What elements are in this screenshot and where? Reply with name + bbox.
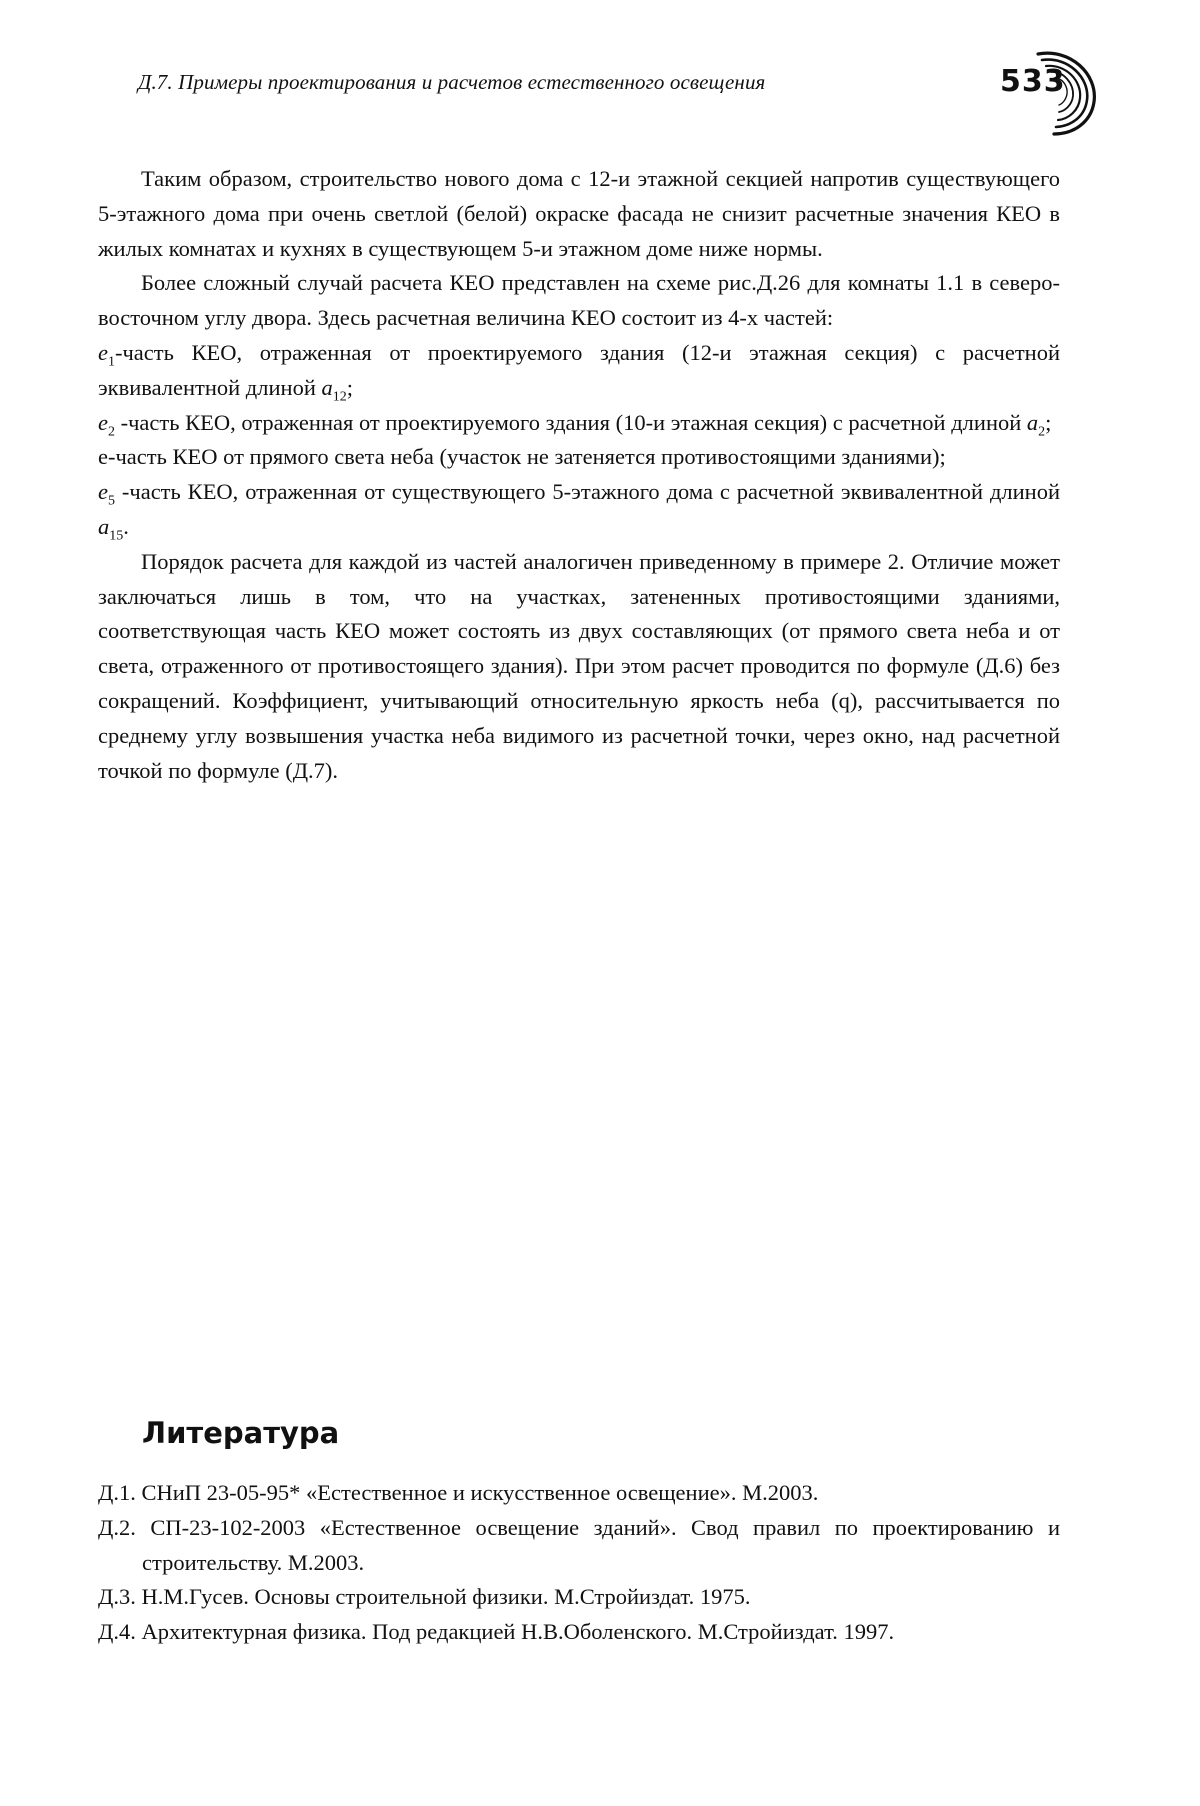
reference-list xyxy=(98,1476,1060,1650)
symbol: a xyxy=(321,374,333,400)
list-item xyxy=(98,336,1060,406)
subscript: 2 xyxy=(1038,424,1046,440)
reference-item: Д.2. СП-23-102-2003 «Естественное освещение зданий». Свод правил по проектированию и строительству. М.2003. xyxy=(98,1514,1060,1575)
paragraph: Таким образом, строительство нового дома с 12-и этажной секцией напротив существующего 5-этажного дома при очень светлой (белой) окраске фасада не снизит расчетные значения КЕО в жилых комнатах и кухнях в существующем 5-и этажном доме ниже нормы. xyxy=(98,166,1060,261)
item-end: ; xyxy=(346,374,353,400)
symbol: e xyxy=(98,409,108,435)
literature-heading: Литература xyxy=(142,1416,340,1450)
item-text: -часть КЕО, отраженная от проектируемого здания (12-и этажная секция) с расчетной эквивалентной длиной xyxy=(98,339,1060,400)
subscript: 2 xyxy=(108,424,115,440)
reference-item: Д.1. СНиП 23-05-95* «Естественное и искусственное освещение». М.2003. xyxy=(98,1480,819,1505)
subscript: 1 xyxy=(108,354,115,370)
item-text: -часть КЕО, отраженная от проектируемого здания (10-и этажная секция) с расчетной длиной xyxy=(115,409,1027,435)
list-item xyxy=(98,406,1060,441)
reference-item: Д.4. Архитектурная физика. Под редакцией Н.В.Оболенского. М.Стройиздат. 1997. xyxy=(98,1619,895,1645)
symbol: a xyxy=(98,513,110,539)
paragraph: Порядок расчета для каждой из частей аналогичен приведенному в примере 2. Отличие может заключаться лишь в том, что на участках, затененных противостоящими зданиями, соответствующая часть КЕО может состоять из двух составляющих (от прямого света неба и от света, отраженного от противостоящего здания). При этом расчет проводится по формуле (Д.6) без сокращений. Коэффициент, учитывающий относительную яркость неба (q), рассчитывается по среднему углу возвышения участка неба видимого из расчетной точки, через окно, над расчетной точкой по формуле (Д.7). xyxy=(98,548,1060,783)
list-item: e-часть КЕО от прямого света неба (участок не затеняется противостоящими зданиями); xyxy=(98,444,946,470)
paragraph: Более сложный случай расчета КЕО представлен на схеме рис.Д.26 для комнаты 1.1 в северо-восточном углу двора. Здесь расчетная величина КЕО состоит из 4-х частей: xyxy=(98,270,1060,331)
reference-item: Д.3. Н.М.Гусев. Основы строительной физики. М.Стройиздат. 1975. xyxy=(98,1584,751,1610)
symbol: e xyxy=(98,339,108,365)
symbol: e xyxy=(98,479,108,505)
page-header xyxy=(138,62,1098,122)
page-number: 533 xyxy=(1000,64,1066,99)
body-text xyxy=(98,162,1060,788)
list-item xyxy=(98,475,1060,545)
symbol: a xyxy=(1026,409,1039,435)
item-text: -часть КЕО, отраженная от существующего 5-этажного дома с расчетной эквивалентной длиной xyxy=(115,479,1060,505)
subscript: 5 xyxy=(108,493,115,509)
subscript: 12 xyxy=(332,389,347,405)
running-head: Д.7. Примеры проектирования и расчетов естественного освещения xyxy=(138,70,766,94)
decorative-swirl-icon xyxy=(1018,48,1100,136)
item-end: ; xyxy=(1045,409,1052,435)
item-end: . xyxy=(123,513,129,539)
subscript: 15 xyxy=(109,528,124,544)
